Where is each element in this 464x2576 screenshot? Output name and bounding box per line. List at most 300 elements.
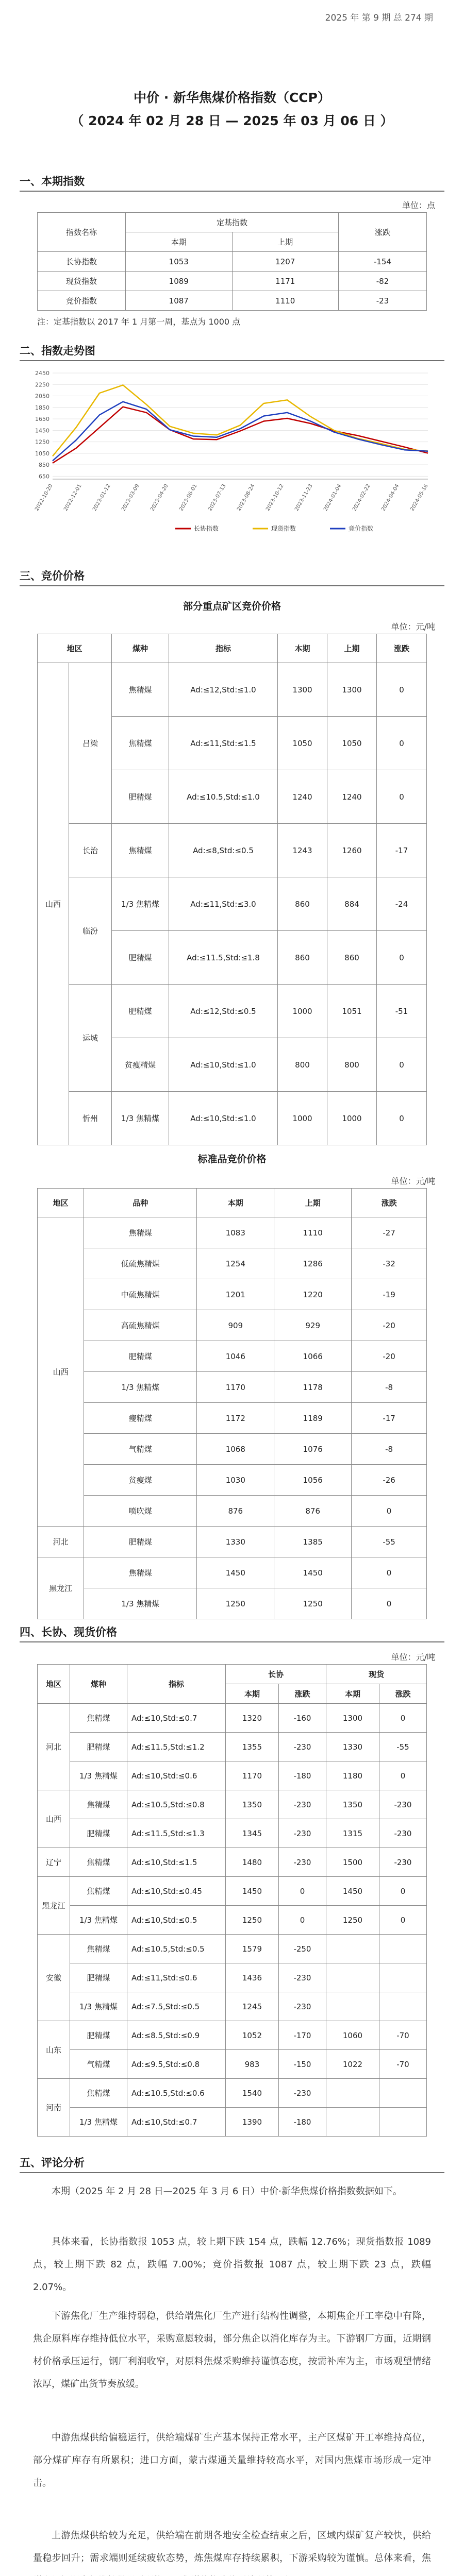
table-row xyxy=(38,1496,427,1527)
cell: 860 xyxy=(327,931,377,985)
cell: -230 xyxy=(278,2079,326,2108)
cell: 1436 xyxy=(226,1963,279,1992)
cell: 0 xyxy=(379,1906,426,1935)
cell: 1052 xyxy=(226,2021,279,2050)
cell: 1315 xyxy=(326,1819,379,1848)
cell: 现货指数 xyxy=(38,272,126,291)
key-mines-table xyxy=(37,634,427,1145)
header-cell: 上期 xyxy=(274,1189,352,1217)
header-cell: 本期 xyxy=(326,1684,379,1704)
table-row xyxy=(38,1217,427,1248)
cell: 焦精煤 xyxy=(70,1704,127,1733)
cell: -154 xyxy=(339,252,427,272)
cell: 1171 xyxy=(232,272,339,291)
cell: 0 xyxy=(352,1557,427,1588)
cell: 860 xyxy=(278,931,327,985)
cell: 1068 xyxy=(197,1434,274,1465)
table-row xyxy=(38,1733,427,1761)
cell: 1189 xyxy=(274,1403,352,1434)
header-cell: 上期 xyxy=(327,634,377,663)
cell: 1250 xyxy=(326,1906,379,1935)
cell: 1207 xyxy=(232,252,339,272)
cell: 肥精煤 xyxy=(70,1963,127,1992)
cell: 气精煤 xyxy=(84,1434,197,1465)
cell: 1450 xyxy=(197,1557,274,1588)
section-2-divider xyxy=(20,360,444,361)
cell: -230 xyxy=(379,1790,426,1819)
cell: 0 xyxy=(377,931,427,985)
table-row xyxy=(38,1819,427,1848)
cell: 贫瘦煤 xyxy=(84,1465,197,1496)
header-cell: 涨跌 xyxy=(377,634,427,663)
cell: Ad:≤11.5,Std:≤1.8 xyxy=(169,931,278,985)
y-tick-label: 850 xyxy=(39,462,49,469)
y-tick-label: 1650 xyxy=(35,416,49,423)
cell: 1480 xyxy=(226,1848,279,1877)
report-period: （ 2024 年 02 月 28 日 — 2025 年 03 月 06 日 ） xyxy=(71,113,393,128)
x-tick-label: 2023-01-12 xyxy=(92,483,112,512)
cell: -17 xyxy=(352,1403,427,1434)
cell: Ad:≤11,Std:≤3.0 xyxy=(169,877,278,931)
header-name: 指数名称 xyxy=(38,213,126,252)
cell: 焦精煤 xyxy=(84,1217,197,1248)
cell: 0 xyxy=(377,663,427,717)
table-row xyxy=(38,1372,427,1403)
cell: Ad:≤12,Std:≤1.0 xyxy=(169,663,278,717)
cell: 焦精煤 xyxy=(84,1557,197,1588)
cell: 1/3 焦精煤 xyxy=(70,2108,127,2137)
cell: -250 xyxy=(278,1935,326,1963)
cell: 1051 xyxy=(327,985,377,1038)
cell: 肥精煤 xyxy=(112,931,169,985)
cell: 1087 xyxy=(126,291,233,311)
cell: -26 xyxy=(352,1465,427,1496)
cell: 1053 xyxy=(126,252,233,272)
table-row xyxy=(38,1790,427,1819)
cell: -70 xyxy=(379,2021,426,2050)
cell: Ad:≤10,Std:≤0.5 xyxy=(127,1906,226,1935)
cell xyxy=(379,2079,426,2108)
cell: 肥精煤 xyxy=(70,2021,127,2050)
cell: 1172 xyxy=(197,1403,274,1434)
cell: -230 xyxy=(379,1848,426,1877)
cell: 1022 xyxy=(326,2050,379,2079)
x-tick-label: 2023-03-09 xyxy=(121,483,141,512)
x-tick-label: 2023-06-01 xyxy=(178,483,198,512)
cell: -230 xyxy=(278,1790,326,1819)
cell: -180 xyxy=(278,2108,326,2137)
standard-price-table xyxy=(37,1188,427,1619)
table-row xyxy=(38,985,427,1038)
table-header-row xyxy=(38,1189,427,1217)
header-cell: 品种 xyxy=(84,1189,197,1217)
region-cell: 黑龙江 xyxy=(38,1557,84,1619)
section-3-divider xyxy=(20,585,444,586)
analysis-paragraph-2: 具体来看，长协指数报 1053 点，较上期下跌 154 点，跌幅 12.76%；现货指数报 1089 点，较上期下跌 82 点，跌幅 7.00%；竞价指数报 1087 点，较上期下跌 23 点，跌幅 2.07%。 xyxy=(33,2236,431,2293)
cell: Ad:≤12,Std:≤0.5 xyxy=(169,985,278,1038)
cell: 1355 xyxy=(226,1733,279,1761)
cell: -8 xyxy=(352,1372,427,1403)
cell: 焦精煤 xyxy=(70,1877,127,1906)
section-4-unit: 单位：元/吨 xyxy=(391,1652,435,1662)
cell: -20 xyxy=(352,1310,427,1341)
region-cell: 辽宁 xyxy=(38,1848,70,1877)
cell: 1110 xyxy=(274,1217,352,1248)
table-header-row xyxy=(38,1665,427,1684)
x-tick-label: 2023-04-20 xyxy=(150,483,170,512)
cell: Ad:≤10,Std:≤1.0 xyxy=(169,1092,278,1145)
section-4-heading: 四、长协、现货价格 xyxy=(20,1626,117,1638)
cell: 1330 xyxy=(197,1527,274,1557)
table-row xyxy=(38,1963,427,1992)
cell: 876 xyxy=(274,1496,352,1527)
x-tick-label: 2023-08-24 xyxy=(236,483,256,512)
cell: 876 xyxy=(197,1496,274,1527)
header-previous: 上期 xyxy=(232,232,339,252)
table-row xyxy=(38,1704,427,1733)
cell: 0 xyxy=(377,1038,427,1092)
cell: 1300 xyxy=(326,1704,379,1733)
y-tick-label: 2450 xyxy=(35,370,49,377)
section-1-heading: 一、本期指数 xyxy=(20,175,85,188)
cell: -8 xyxy=(352,1434,427,1465)
cell: -230 xyxy=(278,1992,326,2021)
cell: 瘦精煤 xyxy=(84,1403,197,1434)
header-cell: 本期 xyxy=(226,1684,279,1704)
cell: 0 xyxy=(352,1588,427,1619)
cell: 1254 xyxy=(197,1248,274,1279)
cell: -230 xyxy=(278,1848,326,1877)
header-kind: 煤种 xyxy=(70,1665,127,1704)
x-tick-label: 2024-04-04 xyxy=(380,483,401,512)
area-cell: 运城 xyxy=(69,985,112,1092)
cell: 气精煤 xyxy=(70,2050,127,2079)
cell: -20 xyxy=(352,1341,427,1372)
cell: 860 xyxy=(278,877,327,931)
cell: 1450 xyxy=(226,1877,279,1906)
table-row xyxy=(38,1761,427,1790)
section-1-divider xyxy=(20,191,444,192)
cell: 1/3 焦精煤 xyxy=(70,1906,127,1935)
cell: -55 xyxy=(352,1527,427,1557)
cell: 1345 xyxy=(226,1819,279,1848)
cell: 1050 xyxy=(278,717,327,770)
cell: 焦精煤 xyxy=(70,2079,127,2108)
cell: -55 xyxy=(379,1733,426,1761)
y-tick-label: 650 xyxy=(39,473,49,480)
cell: Ad:≤11,Std:≤1.5 xyxy=(169,717,278,770)
cell: 1/3 焦精煤 xyxy=(112,1092,169,1145)
table-row xyxy=(38,1092,427,1145)
cell xyxy=(326,1963,379,1992)
table-row xyxy=(38,663,427,717)
header-cell: 本期 xyxy=(278,634,327,663)
cell: Ad:≤10,Std:≤1.0 xyxy=(169,1038,278,1092)
cell: 1286 xyxy=(274,1248,352,1279)
cell: -230 xyxy=(278,1963,326,1992)
table-title-standard: 标准品竞价价格 xyxy=(197,1154,267,1165)
cell: -24 xyxy=(377,877,427,931)
cell: 贫瘦精煤 xyxy=(112,1038,169,1092)
cell: -150 xyxy=(278,2050,326,2079)
cell: -160 xyxy=(278,1704,326,1733)
cell: 1540 xyxy=(226,2079,279,2108)
cell xyxy=(379,1963,426,1992)
area-cell: 吕梁 xyxy=(69,663,112,824)
cell: 1245 xyxy=(226,1992,279,2021)
table-row xyxy=(38,291,427,311)
cell: 0 xyxy=(352,1496,427,1527)
header-cell: 指标 xyxy=(169,634,278,663)
region-cell: 山东 xyxy=(38,2021,70,2079)
cell: -23 xyxy=(339,291,427,311)
region-cell: 山西 xyxy=(38,663,69,1145)
section-5-heading: 五、评论分析 xyxy=(20,2157,85,2169)
header-change: 涨跌 xyxy=(339,213,427,252)
analysis-paragraph-3: 下游焦化厂生产维持弱稳，供给端焦化厂生产进行结构性调整，本期焦企开工率稳中有降，焦企原料库存维持低位水平，采购意愿较弱，部分焦企以消化库存为主。下游钢厂方面，近期钢材价格承压运行，钢厂利润收窄，对原料焦煤采购维持谨慎态度，按需补库为主，市场观望情绪浓厚，煤矿出货节奏放缓。 xyxy=(33,2311,431,2389)
cell: -51 xyxy=(377,985,427,1038)
cell: 1000 xyxy=(327,1092,377,1145)
cell: 1579 xyxy=(226,1935,279,1963)
cell xyxy=(326,2079,379,2108)
cell: 909 xyxy=(197,1310,274,1341)
cell: Ad:≤10.5,Std:≤0.5 xyxy=(127,1935,226,1963)
cell: 1076 xyxy=(274,1434,352,1465)
cell: 1/3 焦精煤 xyxy=(112,877,169,931)
y-tick-label: 2250 xyxy=(35,381,49,388)
cell: 1030 xyxy=(197,1465,274,1496)
x-tick-label: 2024-01-04 xyxy=(323,483,343,512)
table-row xyxy=(38,1588,427,1619)
area-cell: 忻州 xyxy=(69,1092,112,1145)
cell: 高硫焦精煤 xyxy=(84,1310,197,1341)
table-row xyxy=(38,2050,427,2079)
cell: Ad:≤11.5,Std:≤1.3 xyxy=(127,1819,226,1848)
cell: -230 xyxy=(379,1819,426,1848)
cell: Ad:≤10,Std:≤0.7 xyxy=(127,2108,226,2137)
table-row xyxy=(38,1877,427,1906)
cell: 1450 xyxy=(326,1877,379,1906)
area-cell: 长治 xyxy=(69,824,112,877)
cell: Ad:≤9.5,Std:≤0.8 xyxy=(127,2050,226,2079)
table-row xyxy=(38,1341,427,1372)
cell: 1350 xyxy=(226,1790,279,1819)
x-tick-label: 2023-10-12 xyxy=(265,483,285,512)
cell: Ad:≤8.5,Std:≤0.9 xyxy=(127,2021,226,2050)
section-4-divider xyxy=(20,1641,444,1642)
analysis-paragraph-5: 上游焦煤供给较为充足，供给端在前期各地安全检查结束之后，区域内煤矿复产较快，供给量稳步回升；需求端则延续疲软态势，炼焦煤库存持续累积，下游采购较为谨慎。总体来看，焦 xyxy=(33,2530,431,2564)
cell: 1089 xyxy=(126,272,233,291)
cell: 1320 xyxy=(226,1704,279,1733)
cell: -19 xyxy=(352,1279,427,1310)
cell xyxy=(326,1992,379,2021)
contract-spot-table xyxy=(37,1664,427,2137)
table-title-key-mines: 部分重点矿区竞价价格 xyxy=(183,601,281,612)
cell: 1170 xyxy=(197,1372,274,1403)
x-tick-label: 2024-02-22 xyxy=(352,483,372,512)
cell: -230 xyxy=(278,1733,326,1761)
cell: 1250 xyxy=(197,1588,274,1619)
header-current: 本期 xyxy=(126,232,233,252)
table-row xyxy=(38,272,427,291)
region-cell: 河北 xyxy=(38,1527,84,1557)
cell: Ad:≤10.5,Std:≤0.8 xyxy=(127,1790,226,1819)
cell: -70 xyxy=(379,2050,426,2079)
cell: 1170 xyxy=(226,1761,279,1790)
cell: 1083 xyxy=(197,1217,274,1248)
cell: Ad:≤10,Std:≤1.5 xyxy=(127,1848,226,1877)
cell: 1260 xyxy=(327,824,377,877)
cell: Ad:≤10.5,Std:≤1.0 xyxy=(169,770,278,824)
header-spec: 指标 xyxy=(127,1665,226,1704)
y-tick-label: 1250 xyxy=(35,438,49,446)
cell: 焦精煤 xyxy=(112,824,169,877)
cell xyxy=(326,2108,379,2137)
table-row xyxy=(38,877,427,931)
section-2-heading: 二、指数走势图 xyxy=(20,345,95,357)
header-region: 地区 xyxy=(38,634,112,663)
table-row xyxy=(38,2021,427,2050)
cell: 0 xyxy=(379,1877,426,1906)
cell: 焦精煤 xyxy=(70,1790,127,1819)
cell: 1220 xyxy=(274,1279,352,1310)
cell xyxy=(326,1935,379,1963)
region-cell: 山西 xyxy=(38,1217,84,1527)
cell: 1240 xyxy=(327,770,377,824)
cell: 1300 xyxy=(278,663,327,717)
cell: Ad:≤10,Std:≤0.6 xyxy=(127,1761,226,1790)
cell: 1350 xyxy=(326,1790,379,1819)
cell: Ad:≤10.5,Std:≤0.6 xyxy=(127,2079,226,2108)
cell: 1390 xyxy=(226,2108,279,2137)
cell: 1110 xyxy=(232,291,339,311)
x-tick-label: 2024-05-16 xyxy=(409,483,429,512)
cell: 肥精煤 xyxy=(70,1733,127,1761)
header-region: 地区 xyxy=(38,1665,70,1704)
index-table xyxy=(37,212,427,311)
cell: 1000 xyxy=(278,985,327,1038)
region-cell: 山西 xyxy=(38,1790,70,1848)
cell: 焦精煤 xyxy=(70,1848,127,1877)
cell: 1/3 焦精煤 xyxy=(84,1372,197,1403)
cell: 1/3 焦精煤 xyxy=(70,1992,127,2021)
x-tick-label: 2023-07-13 xyxy=(207,483,227,512)
header-cell: 涨跌 xyxy=(278,1684,326,1704)
cell xyxy=(379,1992,426,2021)
legend-label: 长协指数 xyxy=(194,525,219,532)
cell: 肥精煤 xyxy=(70,1819,127,1848)
table-row xyxy=(38,1310,427,1341)
cell: 肥精煤 xyxy=(112,985,169,1038)
cell: 焦精煤 xyxy=(112,717,169,770)
cell: 1201 xyxy=(197,1279,274,1310)
cell: 1046 xyxy=(197,1341,274,1372)
index-trend-chart xyxy=(21,367,443,537)
table-row xyxy=(38,1935,427,1963)
header-contract: 长协 xyxy=(226,1665,326,1684)
header-cell: 地区 xyxy=(38,1189,84,1217)
cell: 1060 xyxy=(326,2021,379,2050)
table-row xyxy=(38,1248,427,1279)
section-3-unit-2: 单位：元/吨 xyxy=(391,1176,435,1186)
table-row xyxy=(38,2079,427,2108)
cell: 1000 xyxy=(278,1092,327,1145)
y-tick-label: 1850 xyxy=(35,404,49,411)
header-cell: 本期 xyxy=(197,1189,274,1217)
cell: 983 xyxy=(226,2050,279,2079)
table-row xyxy=(38,1557,427,1588)
cell: 低硫焦精煤 xyxy=(84,1248,197,1279)
section-3-unit: 单位：元/吨 xyxy=(391,622,435,632)
table-row xyxy=(38,1906,427,1935)
table-row xyxy=(38,1848,427,1877)
cell: 喷吹煤 xyxy=(84,1496,197,1527)
region-cell: 安徽 xyxy=(38,1935,70,2021)
header-cell: 涨跌 xyxy=(352,1189,427,1217)
cell: 竞价指数 xyxy=(38,291,126,311)
cell: 1/3 焦精煤 xyxy=(84,1588,197,1619)
table-row xyxy=(38,1279,427,1310)
cell: -180 xyxy=(278,1761,326,1790)
table-header-row xyxy=(38,634,427,663)
cell: Ad:≤11.5,Std:≤1.2 xyxy=(127,1733,226,1761)
cell: 0 xyxy=(377,1092,427,1145)
legend-label: 现货指数 xyxy=(271,525,296,532)
issue-number: 2025 年 第 9 期 总 274 期 xyxy=(325,13,433,23)
cell: 1180 xyxy=(326,1761,379,1790)
y-tick-label: 1450 xyxy=(35,427,49,434)
cell: 1050 xyxy=(327,717,377,770)
table-row xyxy=(38,1434,427,1465)
cell: -27 xyxy=(352,1217,427,1248)
cell: 1500 xyxy=(326,1848,379,1877)
x-tick-label: 2022-12-01 xyxy=(63,483,83,512)
region-cell: 黑龙江 xyxy=(38,1877,70,1935)
cell: 1330 xyxy=(326,1733,379,1761)
section-1-unit: 单位：点 xyxy=(402,200,435,210)
area-cell: 临汾 xyxy=(69,877,112,985)
cell: -32 xyxy=(352,1248,427,1279)
x-tick-label: 2022-10-20 xyxy=(34,483,54,512)
header-cell: 煤种 xyxy=(112,634,169,663)
cell: 肥精煤 xyxy=(112,770,169,824)
cell: 肥精煤 xyxy=(84,1527,197,1557)
cell: -170 xyxy=(278,2021,326,2050)
region-cell: 河南 xyxy=(38,2079,70,2137)
analysis-paragraph-4: 中游焦煤供给偏稳运行，供给端煤矿生产基本保持正常水平，主产区煤矿开工率维持高位，部分煤矿库存有所累积；进口方面，蒙古煤通关量维持较高水平，对国内焦煤市场形成一定冲击。 xyxy=(33,2432,431,2488)
cell: 1250 xyxy=(274,1588,352,1619)
cell: 1240 xyxy=(278,770,327,824)
cell: 1250 xyxy=(226,1906,279,1935)
x-tick-label: 2023-11-23 xyxy=(294,483,314,512)
header-group: 定基指数 xyxy=(126,213,339,232)
cell: 中硫焦精煤 xyxy=(84,1279,197,1310)
cell: Ad:≤7.5,Std:≤0.5 xyxy=(127,1992,226,2021)
cell: 焦精煤 xyxy=(70,1935,127,1963)
cell: 焦精煤 xyxy=(112,663,169,717)
cell: -230 xyxy=(278,1819,326,1848)
cell: 800 xyxy=(327,1038,377,1092)
cell: 0 xyxy=(377,770,427,824)
cell: 1/3 焦精煤 xyxy=(70,1761,127,1790)
region-cell: 河北 xyxy=(38,1704,70,1790)
cell: 929 xyxy=(274,1310,352,1341)
cell: Ad:≤10,Std:≤0.45 xyxy=(127,1877,226,1906)
cell: 1178 xyxy=(274,1372,352,1403)
legend-label: 竞价指数 xyxy=(349,525,374,532)
header-cell: 涨跌 xyxy=(379,1684,426,1704)
cell: 1450 xyxy=(274,1557,352,1588)
